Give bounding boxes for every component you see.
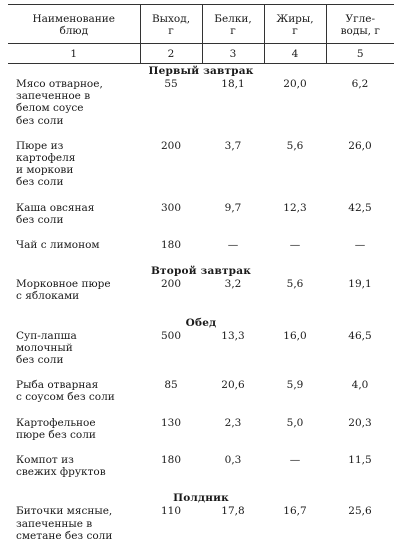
dish-fat: 16,7 (264, 505, 326, 555)
header-row (8, 5, 394, 44)
dish-carbs: 19,1 (326, 278, 394, 315)
dish-output: 500 (140, 330, 202, 380)
dish-output: 180 (140, 454, 202, 491)
header-output: Выход, г (140, 5, 202, 44)
dish-protein: 3,2 (202, 278, 264, 315)
meal-section-row (8, 264, 394, 278)
dish-row (8, 330, 394, 380)
dish-protein: 2,3 (202, 417, 264, 454)
dish-carbs: 42,5 (326, 202, 394, 239)
dish-carbs: — (326, 239, 394, 264)
meal-section-title: Обед (8, 316, 394, 330)
column-number: 1 (8, 44, 140, 64)
header-protein: Белки, г (202, 5, 264, 44)
meal-section-title: Полдник (8, 491, 394, 505)
dish-protein: — (202, 239, 264, 264)
header-dish-name: Наименование блюд (8, 5, 140, 44)
meal-section-row (8, 316, 394, 330)
dish-protein: 3,7 (202, 140, 264, 202)
dish-row (8, 239, 394, 264)
dish-row (8, 505, 394, 555)
dish-name: Картофельное пюре без соли (8, 417, 140, 454)
dish-carbs: 4,0 (326, 379, 394, 416)
table-body (8, 64, 394, 555)
dish-row (8, 379, 394, 416)
dish-protein: 0,3 (202, 454, 264, 491)
dish-fat: — (264, 239, 326, 264)
dish-name: Чай с лимоном (8, 239, 140, 264)
dish-name: Биточки мясные, запеченные в сметане без соли (8, 505, 140, 555)
column-number: 5 (326, 44, 394, 64)
dish-protein: 13,3 (202, 330, 264, 380)
dish-output: 110 (140, 505, 202, 555)
nutrition-table (8, 4, 394, 555)
dish-output: 200 (140, 278, 202, 315)
dish-name: Морковное пюре с яблоками (8, 278, 140, 315)
dish-row (8, 454, 394, 491)
dish-protein: 20,6 (202, 379, 264, 416)
dish-row (8, 202, 394, 239)
dish-fat: 5,0 (264, 417, 326, 454)
dish-output: 180 (140, 239, 202, 264)
dish-row (8, 278, 394, 315)
dish-fat: 5,9 (264, 379, 326, 416)
dish-name: Компот из свежих фруктов (8, 454, 140, 491)
dish-name: Пюре из картофеля и моркови без соли (8, 140, 140, 202)
dish-row (8, 417, 394, 454)
meal-section-title: Первый завтрак (8, 64, 394, 79)
dish-row (8, 78, 394, 140)
dish-protein: 18,1 (202, 78, 264, 140)
column-number: 4 (264, 44, 326, 64)
meal-section-title: Второй завтрак (8, 264, 394, 278)
dish-carbs: 20,3 (326, 417, 394, 454)
column-number: 3 (202, 44, 264, 64)
meal-section-row (8, 64, 394, 79)
dish-fat: 12,3 (264, 202, 326, 239)
column-number-row (8, 44, 394, 64)
dish-output: 55 (140, 78, 202, 140)
dish-output: 85 (140, 379, 202, 416)
dish-name: Рыба отварная с соусом без соли (8, 379, 140, 416)
dish-protein: 17,8 (202, 505, 264, 555)
dish-carbs: 6,2 (326, 78, 394, 140)
dish-output: 300 (140, 202, 202, 239)
column-number: 2 (140, 44, 202, 64)
dish-carbs: 11,5 (326, 454, 394, 491)
dish-name: Суп-лапша молочный без соли (8, 330, 140, 380)
dish-fat: 5,6 (264, 278, 326, 315)
dish-carbs: 26,0 (326, 140, 394, 202)
dish-carbs: 25,6 (326, 505, 394, 555)
dish-output: 200 (140, 140, 202, 202)
dish-protein: 9,7 (202, 202, 264, 239)
dish-name: Мясо отварное, запеченное в белом соусе без соли (8, 78, 140, 140)
header-fat: Жиры, г (264, 5, 326, 44)
dish-name: Каша овсяная без соли (8, 202, 140, 239)
meal-section-row (8, 491, 394, 505)
dish-output: 130 (140, 417, 202, 454)
dish-fat: 5,6 (264, 140, 326, 202)
dish-fat: 16,0 (264, 330, 326, 380)
dish-row (8, 140, 394, 202)
dish-carbs: 46,5 (326, 330, 394, 380)
header-carbs: Угле- воды, г (326, 5, 394, 44)
dish-fat: 20,0 (264, 78, 326, 140)
dish-fat: — (264, 454, 326, 491)
